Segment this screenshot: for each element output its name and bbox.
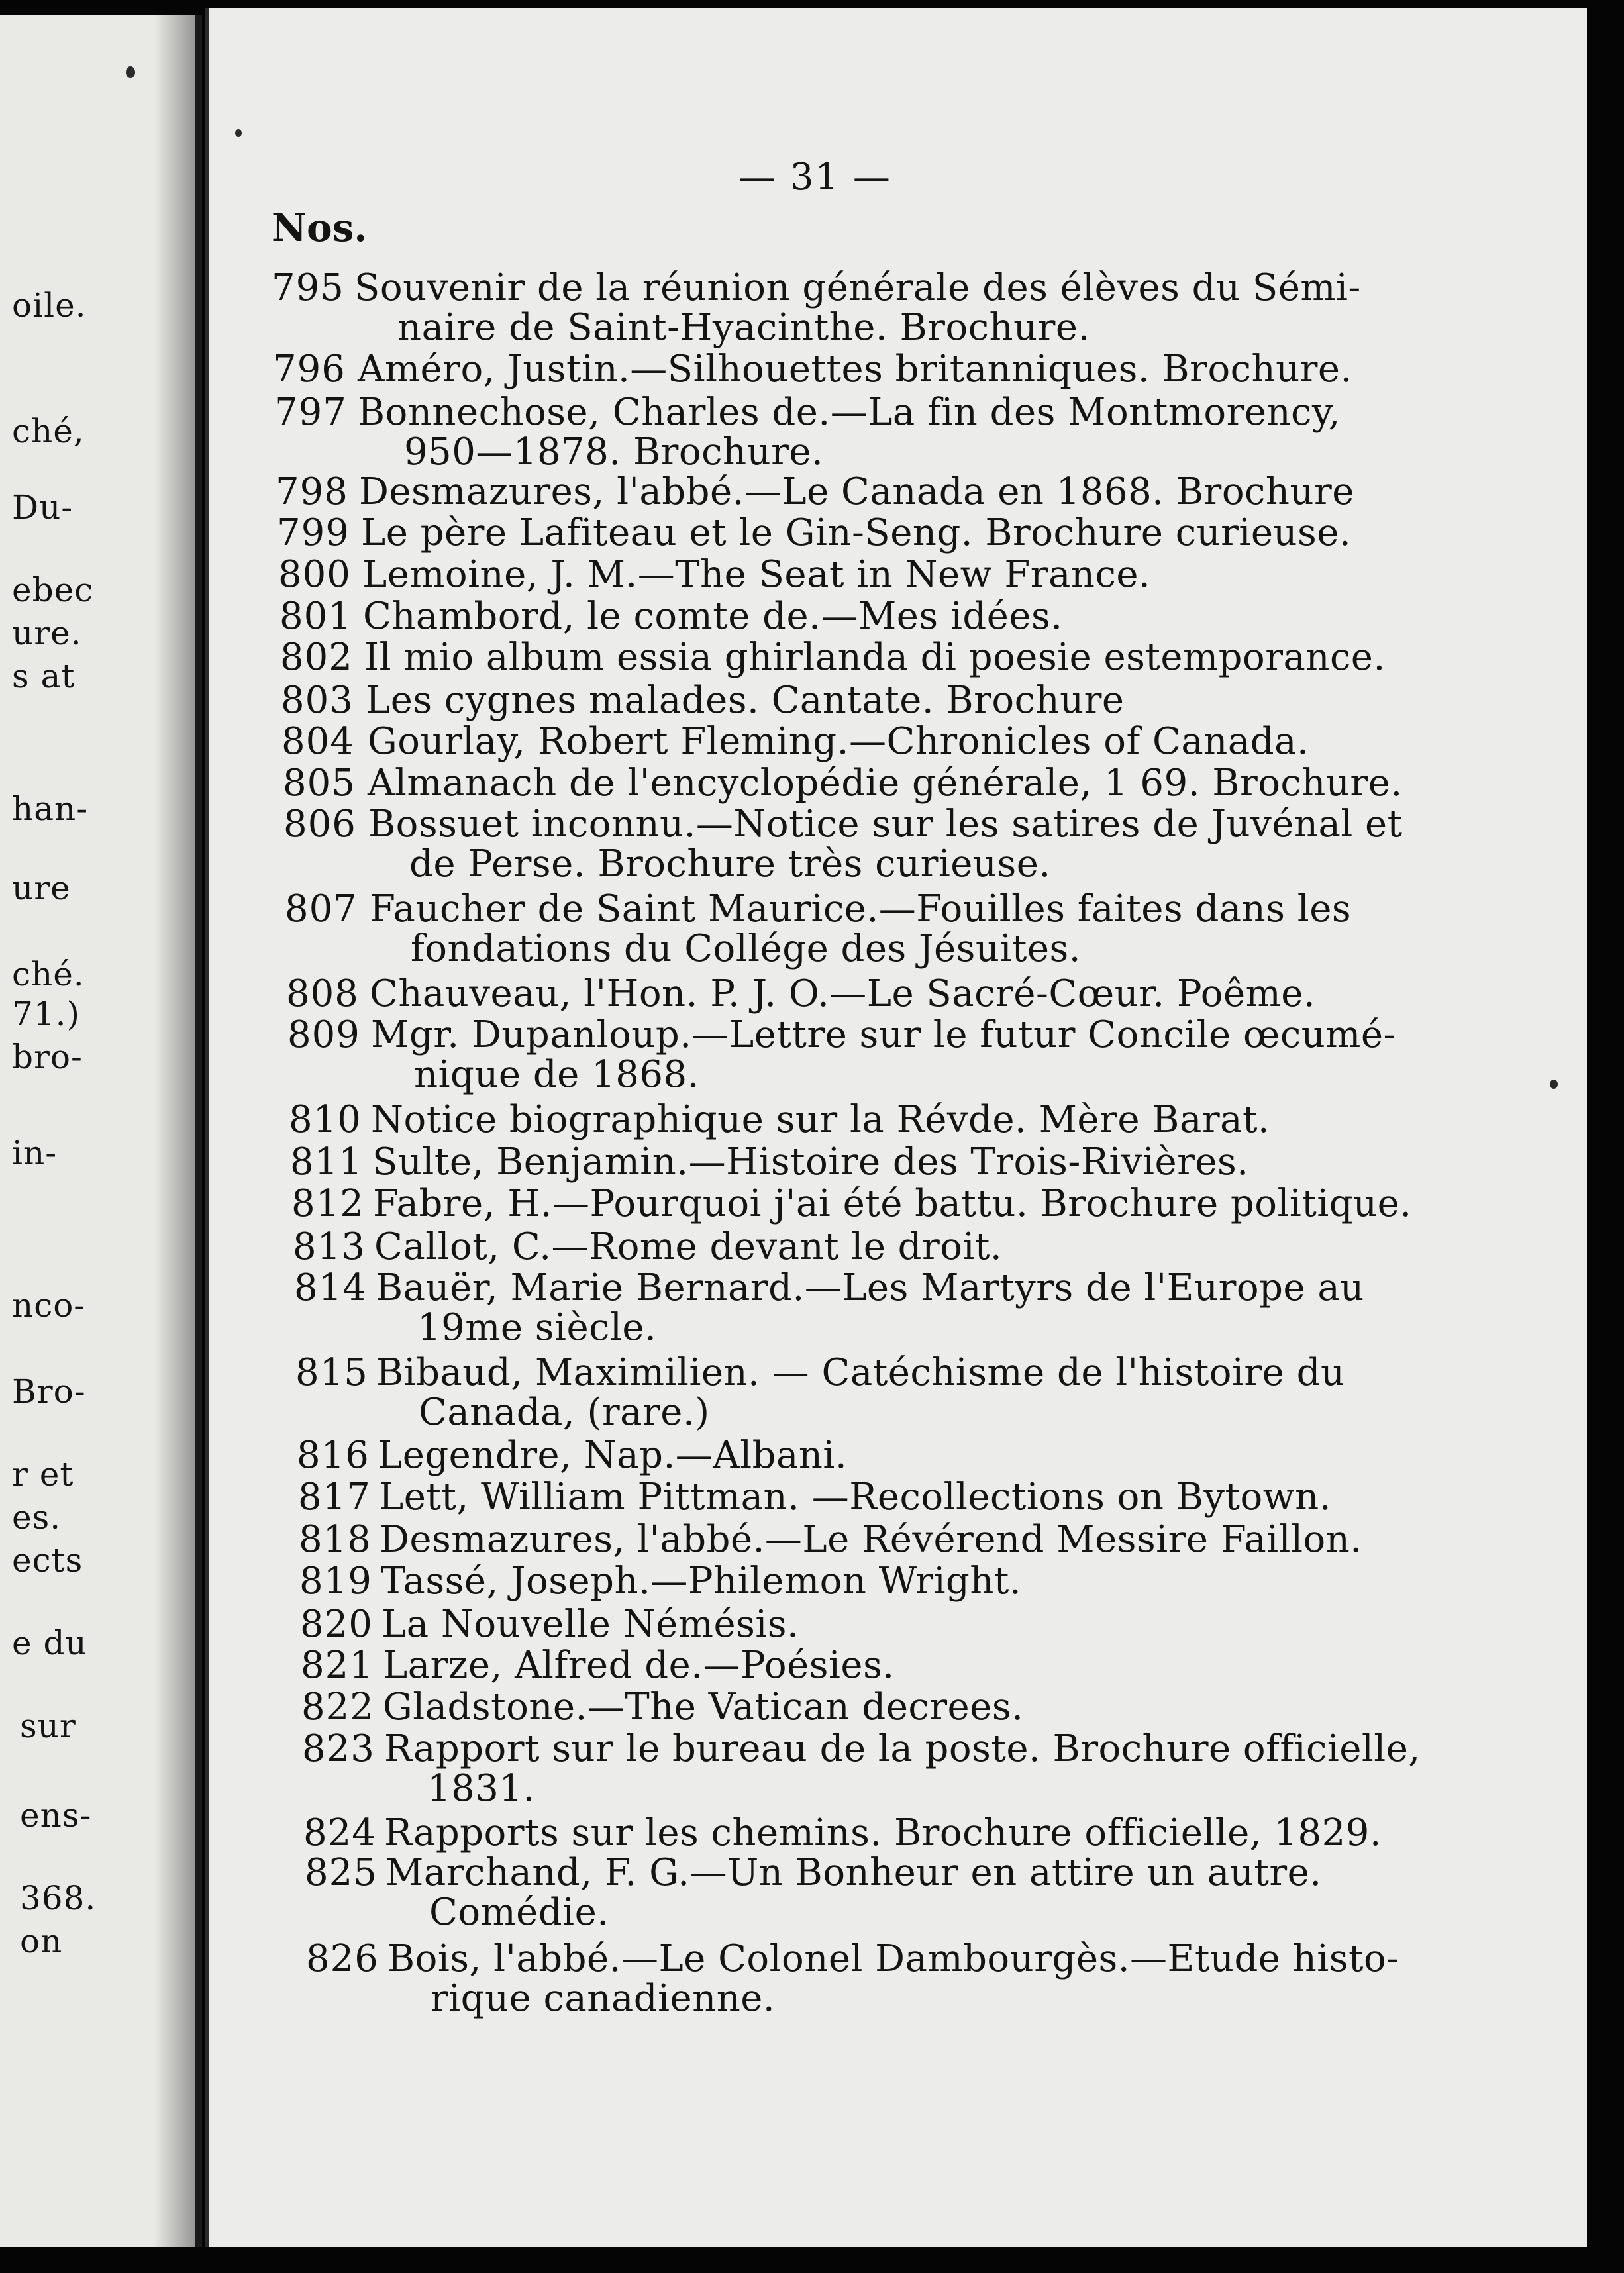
entry-number: 811	[290, 1140, 363, 1184]
entry-title: La Nouvelle Némésis.	[381, 1603, 799, 1646]
entry-title: Bossuet inconnu.—Notice sur les satires de Juvénal et	[368, 803, 1403, 846]
entry-number: 801	[279, 595, 352, 638]
entry-title: Desmazures, l'abbé.—Le Canada en 1868. Brochure	[359, 470, 1354, 513]
entry-number: 804	[281, 720, 354, 763]
entry-title-continuation: de Perse. Brochure très curieuse.	[409, 842, 1051, 885]
entry-number: 806	[283, 803, 356, 846]
entry-title: Tassé, Joseph.—Philemon Wright.	[381, 1560, 1022, 1603]
entry-title-continuation: fondations du Collége des Jésuites.	[411, 927, 1082, 970]
facing-page-fragment: 71.)	[12, 995, 81, 1033]
entry-number: 808	[286, 972, 359, 1015]
entry-number: 824	[303, 1811, 376, 1854]
facing-page-fragment: in-	[12, 1134, 58, 1172]
facing-page-fragment: r et	[12, 1455, 74, 1493]
entry-number: 802	[280, 636, 353, 679]
entry-number: 817	[298, 1476, 371, 1519]
entry-title: Gladstone.—The Vatican decrees.	[383, 1686, 1024, 1729]
facing-page-fragment: Du-	[12, 488, 74, 527]
entry-title-continuation: Comédie.	[429, 1891, 609, 1934]
entry-title-continuation: 950—1878. Brochure.	[404, 430, 824, 474]
facing-page-fragment: bro-	[12, 1038, 83, 1076]
entry-title: Bois, l'abbé.—Le Colonel Dambourgès.—Etude histo-	[387, 1937, 1399, 1980]
entry-number: 823	[302, 1727, 375, 1770]
entry-title-continuation: nique de 1868.	[414, 1053, 699, 1096]
facing-page-fragment: ens-	[20, 1796, 92, 1835]
entry-number: 821	[301, 1644, 374, 1687]
entry-number: 826	[306, 1937, 379, 1980]
facing-page-fragment: e du	[12, 1624, 87, 1662]
entry-number: 825	[305, 1851, 378, 1894]
facing-page-fragment: nco-	[12, 1286, 86, 1325]
entry-title: Lemoine, J. M.—The Seat in New France.	[362, 553, 1151, 596]
entry-title: Almanach de l'encyclopédie générale, 1 69. Brochure.	[368, 762, 1403, 805]
entry-title-continuation: rique canadienne.	[431, 1977, 776, 2020]
entry-number: 798	[276, 470, 348, 513]
entry-title: Améro, Justin.—Silhouettes britanniques. Brochure.	[358, 348, 1352, 391]
entry-title-continuation: 1831.	[427, 1767, 535, 1810]
ink-speck	[1550, 1080, 1558, 1089]
facing-page-fragment: ché,	[12, 412, 85, 450]
facing-page-fragment: ché.	[12, 955, 85, 993]
entry-title: Callot, C.—Rome devant le droit.	[374, 1225, 1003, 1268]
facing-page-fragment: ure	[12, 869, 71, 907]
ink-speck	[126, 66, 135, 78]
facing-page-fragment: sur	[20, 1707, 76, 1745]
page-number: — 31 —	[738, 156, 891, 199]
entry-title: Chambord, le comte de.—Mes idées.	[363, 595, 1063, 638]
entry-number: 803	[281, 679, 354, 722]
entry-title: Larze, Alfred de.—Poésies.	[383, 1644, 895, 1687]
entry-title: Bauër, Marie Bernard.—Les Martyrs de l'Europe au	[376, 1266, 1364, 1309]
gutter-shadow	[154, 15, 195, 2247]
entry-title: Rapport sur le bureau de la poste. Brochure officielle,	[384, 1727, 1421, 1770]
facing-page-fragment: Bro-	[12, 1372, 86, 1411]
entry-title: Chauveau, l'Hon. P. J. O.—Le Sacré-Cœur. Poême.	[370, 972, 1316, 1015]
entry-number: 813	[293, 1225, 366, 1268]
entry-number: 807	[285, 887, 358, 931]
entry-title: Legendre, Nap.—Albani.	[378, 1434, 848, 1477]
facing-page-fragment: oile.	[12, 286, 87, 325]
entry-number: 797	[274, 391, 347, 434]
facing-page-fragment: han-	[12, 789, 89, 828]
entry-title: Sulte, Benjamin.—Histoire des Trois-Rivières.	[372, 1140, 1249, 1184]
entry-number: 800	[278, 553, 351, 596]
entry-number: 818	[299, 1518, 372, 1561]
entry-number: 816	[297, 1434, 370, 1477]
entry-number: 809	[287, 1013, 360, 1056]
entry-title: Lett, William Pittman. —Recollections on Bytown.	[379, 1476, 1332, 1519]
entry-number: 799	[277, 511, 350, 554]
entry-number: 812	[291, 1182, 364, 1225]
entry-title: Le père Lafiteau et le Gin-Seng. Brochure curieuse.	[361, 511, 1352, 554]
entry-title: Notice biographique sur la Révde. Mère Barat.	[371, 1098, 1270, 1141]
facing-page-fragment: s at	[12, 657, 76, 695]
entry-number: 796	[273, 348, 346, 391]
entry-title: Desmazures, l'abbé.—Le Révérend Messire Faillon.	[380, 1518, 1362, 1561]
facing-page-fragment: on	[20, 1922, 63, 1960]
entry-number: 810	[289, 1098, 362, 1141]
entry-title: Rapports sur les chemins. Brochure officielle, 1829.	[384, 1811, 1382, 1854]
entry-title: Faucher de Saint Maurice.—Fouilles faites dans les	[370, 887, 1352, 931]
facing-page-fragment: es.	[12, 1498, 62, 1537]
entry-title-continuation: Canada, (rare.)	[419, 1391, 710, 1434]
entry-number: 819	[299, 1560, 372, 1603]
facing-page-fragment: 368.	[20, 1879, 97, 1917]
entry-title-continuation: 19me siècle.	[417, 1306, 657, 1349]
column-header: Nos.	[272, 205, 368, 250]
facing-page-fragment: ebec	[12, 571, 94, 609]
entry-title: Les cygnes malades. Cantate. Brochure	[366, 679, 1125, 722]
entry-title: Mgr. Dupanloup.—Lettre sur le futur Concile œcumé-	[371, 1013, 1396, 1056]
entry-title: Souvenir de la réunion générale des élèves du Sémi-	[354, 266, 1361, 309]
entry-title: Gourlay, Robert Fleming.—Chronicles of Canada.	[368, 720, 1309, 763]
entry-title: Marchand, F. G.—Un Bonheur en attire un autre.	[385, 1851, 1322, 1894]
entry-title-continuation: naire de Saint-Hyacinthe. Brochure.	[397, 306, 1090, 349]
entry-number: 814	[294, 1266, 367, 1309]
entry-number: 805	[283, 762, 356, 805]
facing-page-fragment: ects	[12, 1541, 83, 1580]
entry-number: 795	[272, 266, 344, 309]
entry-number: 822	[301, 1686, 374, 1729]
entry-number: 820	[300, 1603, 373, 1646]
ink-speck	[235, 129, 242, 137]
entry-title: Bonnechose, Charles de.—La fin des Montmorency,	[358, 391, 1341, 434]
entry-title: Bibaud, Maximilien. — Catéchisme de l'histoire du	[376, 1351, 1345, 1394]
entry-title: Il mio album essia ghirlanda di poesie estemporance.	[364, 636, 1386, 679]
entry-title: Fabre, H.—Pourquoi j'ai été battu. Brochure politique.	[373, 1182, 1412, 1225]
entry-number: 815	[295, 1351, 368, 1394]
facing-page-fragment: ure.	[12, 614, 82, 652]
